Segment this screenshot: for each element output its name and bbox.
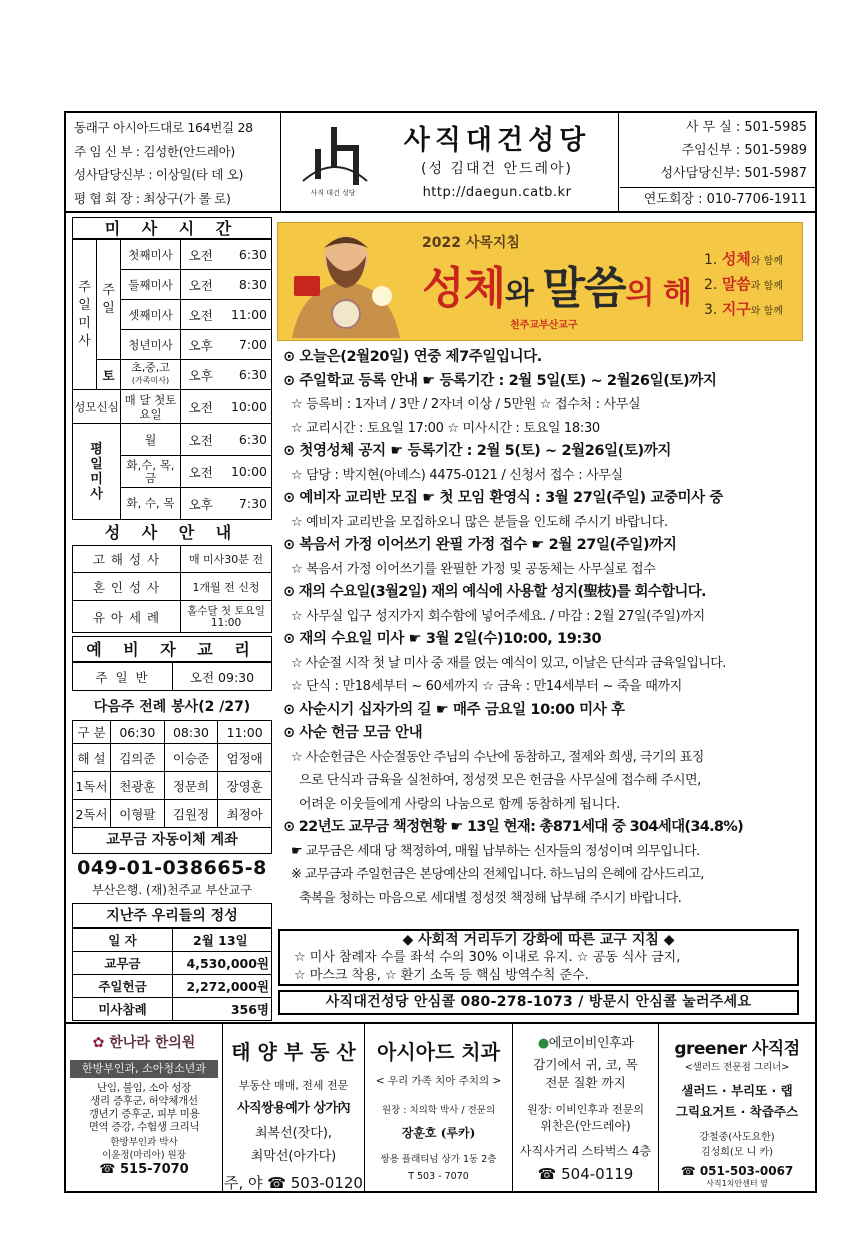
mass-time: 6:30 <box>221 424 272 456</box>
mass-time: 10:00 <box>221 390 272 424</box>
offering-table <box>72 928 272 1021</box>
banner-w2: 와 <box>505 276 543 311</box>
news-heading: ⊙ 복음서 가정 이어쓰기 완필 가정 접수 ☛ 2월 27일(주일)까지 <box>283 537 677 553</box>
offering-value: 2월 13일 <box>173 929 272 952</box>
news-line: ☆ 교리시간 : 토요일 17:00 ☆ 미사시간 : 토요일 18:30 <box>291 420 600 436</box>
banner-item-bold: 말씀 <box>721 275 751 293</box>
ad-desc-line: 갱년기 증후군, 피부 미용 <box>88 1108 200 1120</box>
servers-head: 11:00 <box>218 721 272 744</box>
banner-item-text: 와 함께 <box>750 256 783 267</box>
news-heading: ⊙ 재의 수요일(3월2일) 재의 예식에 사용할 성지(聖枝)를 회수합니다. <box>283 584 706 600</box>
mass-ampm: 오후 <box>181 360 221 390</box>
banner-item-bold: 지구 <box>721 300 751 318</box>
holy-mass-label: 성모신심 <box>73 390 121 424</box>
servers-head: 구 분 <box>73 721 111 744</box>
holy-mass-name: 매 달 첫토요일 <box>121 390 181 424</box>
ad-desc: 감기에서 귀, 코, 목 <box>533 1057 638 1072</box>
banner-slogan <box>422 252 691 316</box>
news-line: ※ 교무금과 주일헌금은 본당예산의 전체입니다. 하느님의 은혜에 감사드리고, <box>291 867 704 882</box>
ad-addr: 사직사거리 스타벅스 4층 <box>519 1144 652 1158</box>
servers-cell: 최정아 <box>218 800 272 828</box>
sat-sub: (가족미사) <box>131 376 170 385</box>
pastor: 주 임 신 부 : 김성한(안드레아) <box>74 143 235 159</box>
ad-greener <box>659 1024 815 1191</box>
distancing-notice <box>278 929 799 986</box>
news-line: 어려운 이웃들에게 사랑의 나눔으로 함께 동참하게 됩니다. <box>299 796 621 812</box>
news-line: ☆ 담당 : 박지현(아녜스) 4475-0121 / 신청서 접수 : 사무실 <box>291 467 623 483</box>
news-heading: ⊙ 오늘은(2월20일) 연중 제7주일입니다. <box>283 349 542 365</box>
sunday-mass-label: 주 일 미 사 <box>73 240 97 390</box>
mass-ampm: 오전 <box>181 240 221 270</box>
servers-cell: 이승준 <box>164 744 218 772</box>
servers-title: 다음주 전례 봉사(2 /27) <box>93 699 251 715</box>
eco-logo-icon: ● <box>537 1036 549 1051</box>
banner-item-num: 2. <box>704 277 718 293</box>
sacrament-name: 유 아 세 례 <box>73 601 181 633</box>
mass-ampm: 오후 <box>181 488 221 520</box>
parish-subtitle: (성 김대건 안드레아) <box>420 161 574 177</box>
mass-ampm: 오후 <box>181 330 221 360</box>
banner-list <box>704 248 783 323</box>
mass-ampm: 오전 <box>181 270 221 300</box>
council-president: 평 협 회 장 : 최상구(가 롤 로) <box>74 190 231 206</box>
banner-item-num: 3. <box>704 302 718 318</box>
svg-text:사직 대건 성당: 사직 대건 성당 <box>310 189 356 197</box>
assistant-priest: 성사담당신부 : 이상일(타 데 오) <box>74 167 244 182</box>
header-left <box>66 113 281 212</box>
account-bank: 부산은행. (재)천주교 부산교구 <box>92 883 252 897</box>
mass-time: 7:00 <box>221 330 272 360</box>
banner-w1: 성체 <box>422 263 506 314</box>
ad-person: 최복선(잣다), <box>254 1126 333 1141</box>
news-line: ☆ 등록비 : 1자녀 / 3만 / 2자녀 이상 / 5만원 ☆ 접수처 : 사무실 <box>291 397 641 412</box>
ad-person: 최막선(아가다) <box>250 1149 337 1164</box>
servers-cell: 정문희 <box>164 772 218 800</box>
ad-tel: ☎ 504-0119 <box>537 1165 634 1183</box>
phone-yeondo: 연도회장 : 010-7706-1911 <box>620 187 815 212</box>
servers-cell: 천광훈 <box>111 772 165 800</box>
news-line: ☆ 사무실 입구 성지가지 회수함에 넣어주세요. / 마감 : 2월 27일(주일)까지 <box>291 608 705 624</box>
news-line: 으로 단식과 금육을 실천하여, 정성껏 모은 헌금을 사무실에 접수해 주시면, <box>299 773 701 788</box>
servers-role: 2독서 <box>73 800 111 828</box>
saturday-label: 토 <box>97 360 121 390</box>
header-divider <box>66 211 815 213</box>
banner-item-text: 과 함께 <box>750 281 783 292</box>
ad-desc-line: 생리 증후군, 허약체개선 <box>90 1095 198 1107</box>
mass-name: 월 <box>121 424 181 456</box>
news-line: ☛ 교무금은 세대 당 책정하여, 매월 납부하는 신자들의 정성이며 의무입니다. <box>291 843 700 859</box>
mass-title: 미 사 시 간 <box>72 217 272 239</box>
mass-table <box>72 239 272 520</box>
catechumen-class: 주 일 반 <box>73 663 173 691</box>
offering-name: 미사참례 <box>73 998 173 1021</box>
catechumen-time: 오전 09:30 <box>173 663 272 691</box>
priest-illustration-icon <box>282 226 410 338</box>
account-title: 교무금 자동이체 계좌 <box>72 827 272 854</box>
mass-name: 둘째미사 <box>121 270 181 300</box>
news-heading: ⊙ 재의 수요일 미사 ☛ 3월 2일(수)10:00, 19:30 <box>283 631 602 647</box>
offering-name: 일 자 <box>73 929 173 952</box>
ad-title <box>513 1032 658 1051</box>
ad-sub: <샐러드 전문점 그리너> <box>684 1062 790 1073</box>
ad-person: 김성희(모 니 카) <box>700 1147 774 1158</box>
news-heading: ⊙ 주일학교 등록 안내 ☛ 등록기간 : 2월 5일(토) ~ 2월26일(토)까지 <box>283 372 717 389</box>
parish-url[interactable]: http://daegun.catb.kr <box>422 185 572 200</box>
offering-name: 주일헌금 <box>73 975 173 998</box>
servers-role: 해 설 <box>73 744 111 772</box>
ad-tel: T 503 - 7070 <box>408 1171 469 1182</box>
ad-desc: 전문 질환 까지 <box>545 1075 626 1090</box>
news-heading: ⊙ 22년도 교무금 책정현황 ☛ 13일 현재: 총871세대 중 304세대(34.8%) <box>283 819 744 835</box>
servers-cell: 이형팔 <box>111 800 165 828</box>
ad-menu: 그릭요거트 · 착즙주스 <box>675 1104 799 1119</box>
news-line: ☆ 사순절 시작 첫 날 미사 중 재를 얹는 예식이 있고, 이날은 단식과 금육일입니다. <box>291 655 726 671</box>
account-number: 049-01-038665-8 <box>77 857 267 879</box>
news-line: 축복을 청하는 마음으로 세대별 정성껏 책정해 납부해 주시기 바랍니다. <box>299 890 682 906</box>
ad-hannara <box>66 1024 223 1191</box>
mass-ampm: 오전 <box>181 456 221 488</box>
banner-item-text: 와 함께 <box>750 306 783 317</box>
phone-assistant: 성사담당신부: 501-5987 <box>660 166 807 181</box>
banner-item <box>704 248 783 273</box>
notice-title: ◆ 사회적 거리두기 강화에 따른 교구 지침 ◆ <box>402 932 675 948</box>
offering-value: 356명 <box>173 998 272 1021</box>
ad-menu: 샐러드 · 부리또 · 랩 <box>681 1083 793 1098</box>
sacrament-table <box>72 545 272 633</box>
mass-name: 화,수, 목,금 <box>121 456 181 488</box>
sacrament-value: 매 미사30분 전 <box>181 546 272 573</box>
mass-time: 6:30 <box>221 240 272 270</box>
parish-title: 사직대건성당 <box>403 125 591 156</box>
offering-name: 교무금 <box>73 952 173 975</box>
servers-cell: 장영훈 <box>218 772 272 800</box>
catechumen-table <box>72 662 272 691</box>
ad-name: 에코이비인후과 <box>548 1036 634 1051</box>
news-list <box>283 346 801 910</box>
offering-title: 지난주 우리들의 정성 <box>72 903 272 928</box>
ad-addr: 쌍용 플래티넘 상가 1동 2층 <box>380 1154 497 1165</box>
news-heading: ⊙ 사순시기 십자가의 길 ☛ 매주 금요일 10:00 미사 후 <box>283 701 625 718</box>
ad-person: 강철중(사도요한) <box>699 1132 775 1143</box>
ad-doc: 원장: 이비인후과 전문의 <box>527 1103 644 1116</box>
ad-title <box>66 1032 222 1052</box>
sunday-sub-label: 주 일 <box>97 240 121 360</box>
sacrament-name: 혼 인 성 사 <box>73 573 181 601</box>
news-line: ☆ 사순헌금은 사순절동안 주님의 수난에 동참하고, 절제와 희생, 극기의 표징 <box>291 749 704 765</box>
mass-name: 화, 수, 목 <box>121 488 181 520</box>
mass-name: 셋째미사 <box>121 300 181 330</box>
news-heading: ⊙ 예비자 교리반 모집 ☛ 첫 모임 환영식 : 3월 27일(주일) 교중미사 중 <box>283 490 724 506</box>
sacrament-value: 1개월 전 신청 <box>181 573 272 601</box>
address: 동래구 아시아드대로 164번길 28 <box>74 120 253 135</box>
servers-head: 06:30 <box>111 721 165 744</box>
saturday-mass-name <box>121 360 181 390</box>
ad-tel: ☎ 515-7070 <box>99 1162 189 1177</box>
mass-time: 8:30 <box>221 270 272 300</box>
news-heading: ⊙ 사순 헌금 모금 안내 <box>283 725 423 741</box>
sacrament-name: 고 해 성 사 <box>73 546 181 573</box>
ad-desc-line: 난임, 불임, 소아 성장 <box>97 1082 191 1094</box>
banner-diocese: 천주교부산교구 <box>510 320 578 331</box>
ad-tel: ☎ 051-503-0067 <box>680 1164 794 1178</box>
ad-name: 한나라 한의원 <box>109 1035 196 1051</box>
ad-desc: 부동산 매매, 전세 전문 <box>238 1079 349 1092</box>
mass-time: 6:30 <box>221 360 272 390</box>
ad-tel: 주, 야 ☎ 503-0120 <box>224 1174 363 1192</box>
ad-desc-line: 면역 증강, 수험생 크리닉 <box>88 1121 200 1133</box>
offering-value: 2,272,000원 <box>173 975 272 998</box>
phone-pastor: 주임신부 : 501-5989 <box>681 143 807 158</box>
banner-item-num: 1. <box>704 252 718 268</box>
flower-icon: ✿ <box>92 1035 105 1051</box>
banner-w4: 의 해 <box>625 276 691 311</box>
ad-eco-ent <box>513 1024 659 1191</box>
ad-tag: < 우리 가족 치아 주치의 > <box>375 1075 502 1087</box>
servers-cell: 김원정 <box>164 800 218 828</box>
mass-ampm: 오전 <box>181 390 221 424</box>
ad-desc <box>66 1082 222 1134</box>
servers-cell: 김의준 <box>111 744 165 772</box>
ad-name: 아시아드 치과 <box>377 1040 500 1064</box>
news-line: ☆ 단식 : 만18세부터 ~ 60세까지 ☆ 금육 : 만14세부터 ~ 죽을 때까지 <box>291 679 683 694</box>
servers-table <box>72 720 272 828</box>
safe-call: 사직대건성당 안심콜 080-278-1073 / 방문시 안심콜 눌러주세요 <box>278 990 799 1015</box>
banner-item-bold: 성체 <box>721 250 751 268</box>
sacrament-value: 홀수달 첫 토요일 11:00 <box>181 601 272 633</box>
ad-asiad-dental <box>365 1024 513 1191</box>
ad-addr: 사직1치안센터 옆 <box>706 1179 768 1188</box>
mass-ampm: 오전 <box>181 300 221 330</box>
mass-ampm: 오전 <box>181 424 221 456</box>
ad-doc: 이윤정(마리아) 원장 <box>102 1150 186 1161</box>
servers-cell: 엄정애 <box>218 744 272 772</box>
ad-name: 태 양 부 동 산 <box>231 1040 356 1064</box>
banner-item <box>704 298 783 323</box>
weekday-mass-label: 평 일 미 사 <box>73 424 121 520</box>
ad-doc: 한방부인과 박사 <box>110 1137 178 1148</box>
banner-item <box>704 273 783 298</box>
ad-doc: 장훈호 (루카) <box>401 1126 476 1140</box>
offering-value: 4,530,000원 <box>173 952 272 975</box>
news-line: ☆ 예비자 교리반을 모집하오니 많은 분들을 인도해 주시기 바랍니다. <box>291 514 668 530</box>
ad-desc: 원장 : 치의학 박사 / 전문의 <box>381 1105 496 1116</box>
sacrament-title: 성 사 안 내 <box>104 523 240 542</box>
mass-name: 첫째미사 <box>121 240 181 270</box>
ad-bold: 사직쌍용예가 상가內 <box>237 1101 350 1116</box>
servers-role: 1독서 <box>73 772 111 800</box>
news-line: ☆ 복음서 가정 이어쓰기를 완필한 가정 및 공동체는 사무실로 접수 <box>291 561 656 577</box>
ad-doc: 위찬은(안드레아) <box>540 1119 631 1133</box>
parish-logo <box>295 123 375 201</box>
mass-name: 청년미사 <box>121 330 181 360</box>
news-heading: ⊙ 첫영성체 공지 ☛ 등록기간 : 2월 5(토) ~ 2월26일(토)까지 <box>283 443 672 459</box>
ad-name: greener 사직점 <box>674 1039 800 1059</box>
phone-office: 사 무 실 : 501-5985 <box>685 120 807 135</box>
mass-time: 10:00 <box>221 456 272 488</box>
mass-time: 7:30 <box>221 488 272 520</box>
banner-w3: 말씀 <box>542 263 626 314</box>
notice-line: ☆ 마스크 착용, ☆ 환기 소독 등 핵심 방역수칙 준수. <box>294 968 589 983</box>
ad-bar: 한방부인과, 소아청소년과 <box>70 1060 218 1078</box>
catechumen-title: 예 비 자 교 리 <box>72 636 272 662</box>
sat-name: 초,중,고 <box>131 361 170 374</box>
mass-time: 11:00 <box>221 300 272 330</box>
banner-year: 2022 사목지침 <box>422 235 520 251</box>
ad-taeyang <box>223 1024 365 1191</box>
servers-head: 08:30 <box>164 721 218 744</box>
notice-line: ☆ 미사 참례자 수를 좌석 수의 30% 이내로 유지. ☆ 공동 식사 금지, <box>294 950 681 965</box>
